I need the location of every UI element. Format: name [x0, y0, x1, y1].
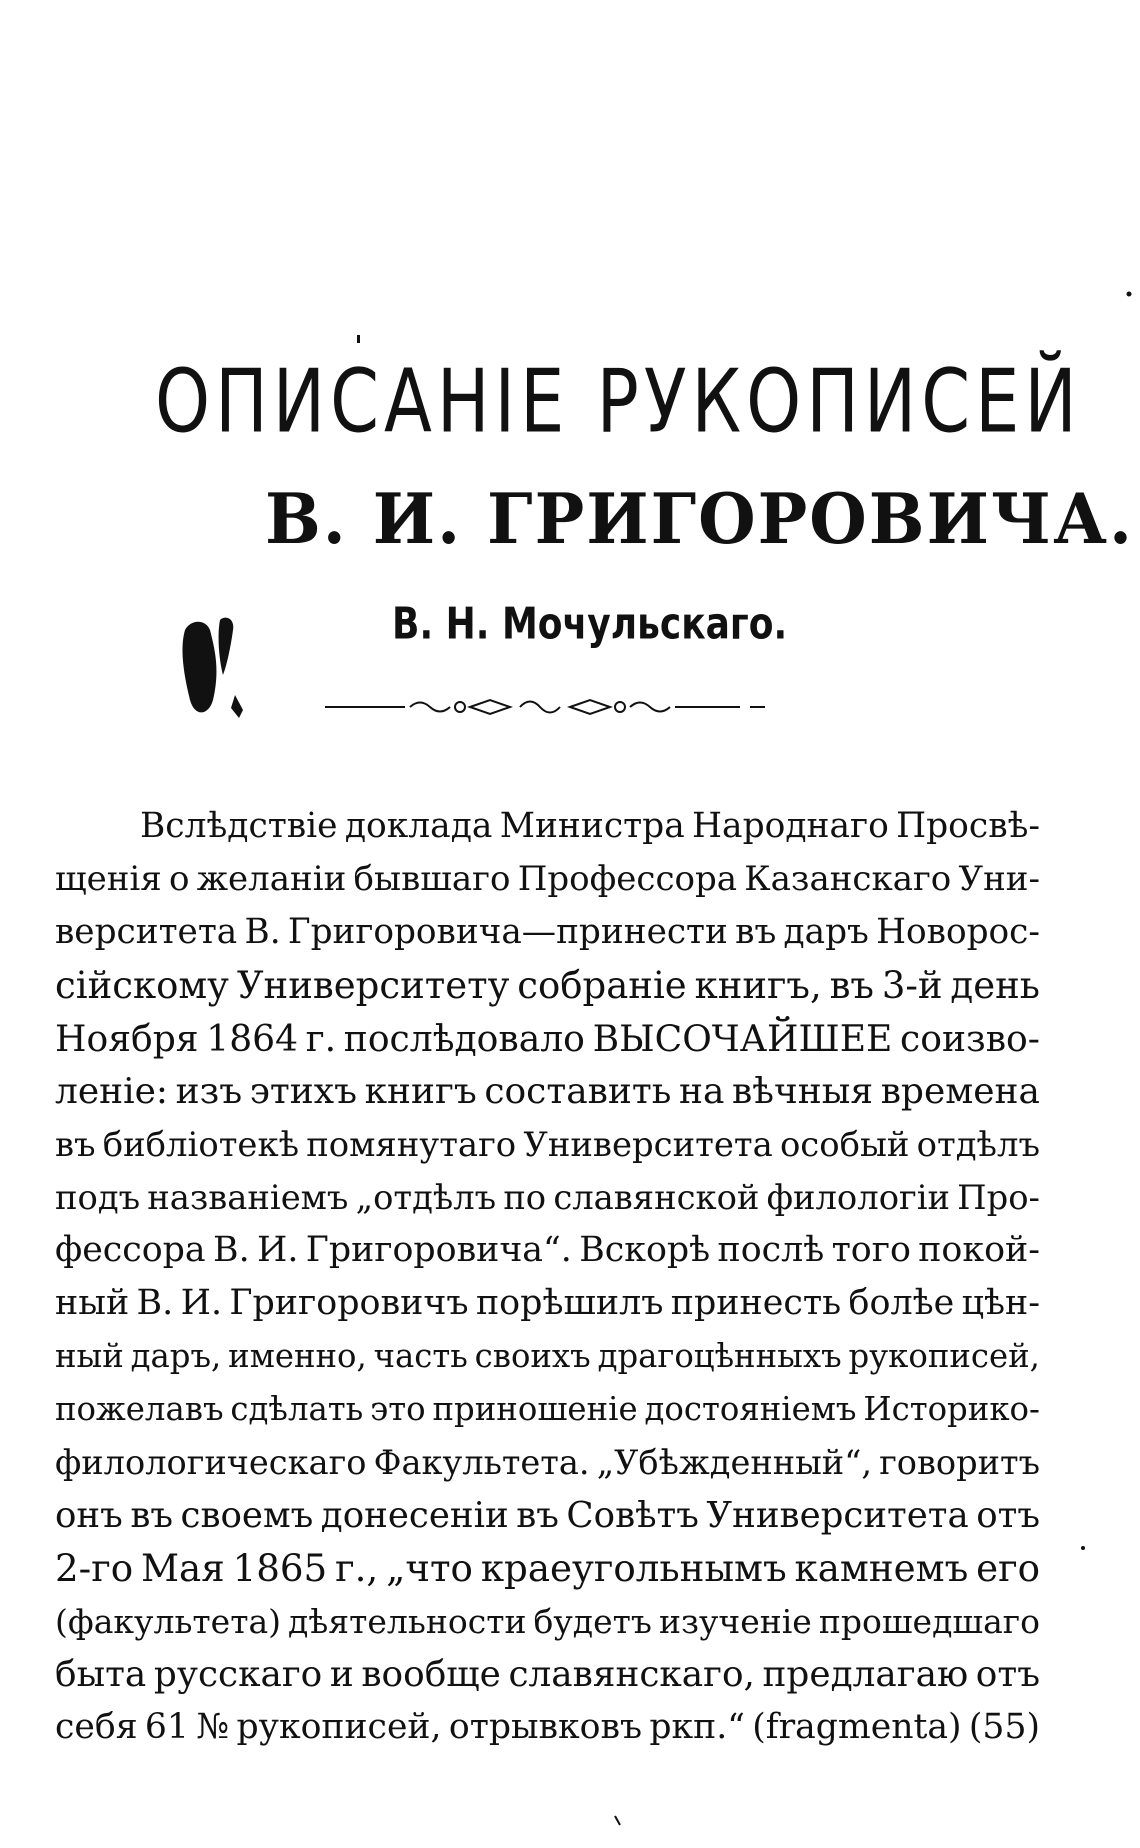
- text-line: [55, 1118, 1040, 1171]
- word: 3-й: [881, 964, 943, 1007]
- word: соизво-: [900, 1017, 1040, 1060]
- word: (55): [968, 1707, 1040, 1747]
- word: дѣятельности: [288, 1602, 527, 1641]
- word: „что: [386, 1546, 473, 1590]
- word: рукописей,: [848, 1337, 1040, 1375]
- scan-speck: [614, 1815, 622, 1827]
- word: Новорос-: [876, 912, 1040, 952]
- word: Уни-: [958, 859, 1040, 899]
- word: даръ,: [130, 1337, 222, 1375]
- word: Григоровича“.: [305, 1230, 572, 1270]
- word: бывшаго: [353, 859, 511, 899]
- word: ВЫСОЧАЙШЕЕ: [592, 1017, 893, 1060]
- word: будетъ: [533, 1602, 652, 1641]
- word: библіотекѣ: [102, 1125, 299, 1164]
- word: въ: [130, 1495, 173, 1536]
- word: того: [831, 1230, 911, 1270]
- word: это: [370, 1390, 426, 1428]
- text-line: [55, 906, 1040, 959]
- text-line: [55, 1277, 1040, 1330]
- word: камнемъ: [794, 1546, 969, 1590]
- word: филологіи: [766, 1178, 950, 1217]
- word: послѣ: [717, 1230, 825, 1270]
- word: отдѣлъ: [916, 1125, 1040, 1164]
- word: Народнаго: [692, 806, 889, 846]
- word: И.: [257, 1230, 299, 1270]
- word: порѣшилъ: [475, 1283, 664, 1323]
- word: послѣдовало: [343, 1017, 585, 1060]
- scan-speck: [1125, 290, 1133, 298]
- word: г.,: [335, 1546, 379, 1590]
- word: въ: [516, 1495, 559, 1536]
- word: пожелавъ: [55, 1390, 224, 1428]
- word: приношеніе: [432, 1390, 638, 1428]
- word: болѣе: [848, 1283, 955, 1323]
- document-title: ОПИСАНІЕ РУКОПИСЕЙ: [155, 350, 1082, 453]
- word: „Убѣжденный“,: [596, 1443, 873, 1482]
- word: В.: [244, 912, 281, 952]
- word: рукописей,: [236, 1707, 442, 1747]
- word: (факультета): [55, 1602, 282, 1641]
- word: покой-: [918, 1230, 1040, 1270]
- document-author: В. Н. Мочульскаго.: [392, 600, 788, 650]
- word: онъ: [55, 1495, 123, 1536]
- word: подъ: [55, 1178, 141, 1217]
- scan-speck: [1080, 1545, 1086, 1551]
- word: книгъ: [364, 1071, 477, 1112]
- word: названіемъ: [147, 1178, 349, 1217]
- word: 1864: [206, 1017, 299, 1060]
- document-subtitle: В. И. ГРИГОРОВИЧА.: [265, 478, 1134, 560]
- word: ный: [55, 1283, 130, 1323]
- word: и: [329, 1654, 354, 1695]
- word: въ: [55, 1125, 96, 1164]
- text-line: [55, 853, 1040, 906]
- word: своихъ: [474, 1337, 591, 1375]
- text-line: [55, 1595, 1040, 1648]
- word: драгоцѣнныхъ: [597, 1337, 842, 1375]
- word: часть: [373, 1337, 468, 1375]
- word: отъ: [976, 1495, 1040, 1536]
- word: 2-го: [55, 1546, 134, 1590]
- word: Григоровичъ: [229, 1283, 469, 1323]
- word: Вслѣдствіе: [140, 806, 338, 846]
- body-paragraph: [55, 800, 1040, 1754]
- word: И.: [180, 1283, 223, 1323]
- word: Ноября: [55, 1017, 199, 1060]
- word: г.: [305, 1017, 337, 1060]
- word: щенія: [55, 859, 162, 899]
- word: Профессора: [517, 859, 738, 899]
- word: Про-: [957, 1178, 1040, 1217]
- text-line: [55, 1648, 1040, 1701]
- word: славянской: [553, 1178, 760, 1217]
- word: по: [503, 1178, 547, 1217]
- word: 61: [144, 1707, 189, 1747]
- word: желаніи: [196, 859, 347, 899]
- word: (fragmenta): [752, 1707, 962, 1747]
- word: цѣн-: [961, 1283, 1040, 1323]
- word: Министра: [499, 806, 685, 846]
- word: изученіе: [658, 1602, 812, 1641]
- text-line: [55, 1012, 1040, 1065]
- word: въ: [735, 912, 777, 952]
- word: Казанскаго: [744, 859, 952, 899]
- word: В.: [213, 1230, 250, 1270]
- word: говоритъ: [879, 1443, 1040, 1482]
- word: Историко-: [863, 1390, 1040, 1428]
- scan-speck: [355, 335, 363, 345]
- text-line: [55, 1330, 1040, 1383]
- word: Просвѣ-: [896, 806, 1040, 846]
- word: въ: [829, 964, 874, 1007]
- word: его: [976, 1546, 1040, 1590]
- word: В.: [136, 1283, 174, 1323]
- word: предлагаю: [762, 1654, 969, 1695]
- word: краеугольнымъ: [480, 1546, 787, 1590]
- word: леніе:: [55, 1071, 169, 1112]
- word: даръ: [783, 912, 869, 952]
- word: о: [169, 859, 190, 899]
- word: своемъ: [180, 1495, 314, 1536]
- text-line: [55, 959, 1040, 1012]
- word: ный: [55, 1337, 124, 1375]
- word: вѣчныя: [732, 1071, 874, 1112]
- word: 1865: [232, 1546, 328, 1590]
- word: вообще: [361, 1654, 501, 1695]
- word: времена: [880, 1071, 1040, 1112]
- word: этихъ: [249, 1071, 357, 1112]
- word: Совѣтъ: [566, 1495, 699, 1536]
- word: филологическаго: [55, 1443, 367, 1482]
- word: быта: [55, 1654, 147, 1695]
- word: „отдѣлъ: [355, 1178, 497, 1217]
- word: день: [950, 964, 1040, 1007]
- word: Мая: [140, 1546, 225, 1590]
- word: на: [679, 1071, 725, 1112]
- word: книгъ,: [694, 964, 822, 1007]
- word: Университета: [523, 1125, 773, 1164]
- text-line: [55, 1489, 1040, 1542]
- text-line: [55, 1542, 1040, 1595]
- word: собраніе: [517, 964, 687, 1007]
- text-line: [55, 1224, 1040, 1277]
- word: себя: [55, 1707, 138, 1747]
- text-line: [55, 1436, 1040, 1489]
- word: изъ: [175, 1071, 243, 1112]
- word: помянутаго: [306, 1125, 517, 1164]
- word: фессора: [55, 1230, 206, 1270]
- word: принесть: [670, 1283, 842, 1323]
- word: Университету: [236, 964, 510, 1007]
- word: Григоровича—принести: [287, 912, 728, 952]
- text-line: [55, 1701, 1040, 1754]
- word: доклада: [344, 806, 493, 846]
- word: Факультета.: [373, 1443, 590, 1482]
- word: Вскорѣ: [579, 1230, 711, 1270]
- word: отрывковъ: [448, 1707, 642, 1747]
- word: отъ: [975, 1654, 1040, 1695]
- word: донесеніи: [320, 1495, 509, 1536]
- word: составить: [484, 1071, 672, 1112]
- word: русскаго: [153, 1654, 323, 1695]
- word: прошедшаго: [818, 1602, 1040, 1641]
- text-line: [55, 1171, 1040, 1224]
- word: сдѣлать: [230, 1390, 364, 1428]
- text-line: [55, 1383, 1040, 1436]
- word: Университета: [706, 1495, 969, 1536]
- word: сійскому: [55, 964, 229, 1007]
- word: достояніемъ: [644, 1390, 857, 1428]
- word: №: [196, 1707, 230, 1747]
- word: особый: [779, 1125, 910, 1164]
- word: ркп.“: [649, 1707, 745, 1747]
- text-line: [55, 1065, 1040, 1118]
- word: славянскаго,: [508, 1654, 755, 1695]
- word: именно,: [228, 1337, 367, 1375]
- ink-stain-mark: [165, 590, 275, 730]
- ornamental-divider: [325, 690, 765, 724]
- word: верситета: [55, 912, 238, 952]
- text-line: [55, 800, 1040, 853]
